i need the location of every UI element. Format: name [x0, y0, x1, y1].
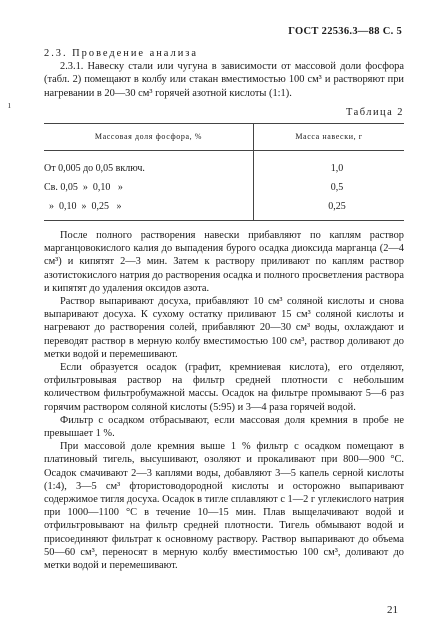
table-cell-mass: 0,5: [330, 181, 344, 193]
paragraph: Раствор выпаривают досуха, прибавляют 10 см³ соляной кислоты и снова выпаривают досуха. К сухому остатку приливают 15 см³ соляной кислоты и нагревают до растворения солей, прибавляют 20—30 см³ воды, охлаждают и переводят раствор в мерную колбу вместимостью 100 см³, раствор доливают до метки водой и перемешивают.: [44, 296, 404, 360]
table-cell-range: » 0,10 » 0,25 »: [44, 197, 254, 221]
table-cell-mass: 0,25: [254, 197, 405, 221]
paragraph: При массовой доле кремния выше 1 % фильтр с осадком помещают в платиновый тигель, высушивают, озоляют и прокаливают при 800—900 °С. Осадок смачивают 2—3 каплями воды, добавляют 3—5 капель серной кислоты (1:4), 3—5 см³ фтористоводородной кислоты и осторожно выпаривают содержимое тигля досуха. Осадок в тигле сплавляют с 1—2 г углекислого натрия при 1000—1100 °С в течение 10—15 мин. Плав выщелачивают водой и отфильтровывают на фильтр средней плотности. Тигель обмывают водой и присоединяют фильтрат к основному раствору. Раствор выпаривают до объема 50—60 см³, переносят в мерную колбу вместимостью 100 см³, доливают до метки водой и перемешивают.: [44, 441, 404, 572]
table-header-cell: Масса навески, г: [254, 124, 405, 151]
table-row: [44, 178, 404, 197]
document-body: [44, 47, 404, 572]
table-caption: Таблица 2: [346, 106, 404, 118]
table-header-cell: Массовая доля фосфора, %: [44, 124, 254, 151]
table-cell-range: Св. 0,05 » 0,10 »: [44, 178, 254, 197]
paragraph: После полного растворения навески прибавляют по каплям раствор марганцовокислого калия до выпадения бурого осадка диоксида марганца (2—4 см³) и кипятят 2—3 мин. Затем к раствору приливают по каплям раствор азотистокислого натрия до растворения осадка и полного просветления раствора и кипятят до удаления оксидов азота.: [44, 230, 404, 294]
page-number: 21: [387, 604, 398, 616]
margin-mark: ı: [8, 100, 11, 111]
section-title: 2.3. Проведение анализа: [44, 48, 198, 59]
table-cell-range: От 0,005 до 0,05 включ.: [44, 151, 254, 179]
paragraph: Если образуется осадок (графит, кремниевая кислота), его отделяют, отфильтровывая раствор на фильтр средней плотности с небольшим количеством фильтробумажной массы. Осадок на фильтре промывают 5—6 раз горячим раствором соляной кислоты (5:95) и 3—4 раза горячей водой.: [44, 362, 404, 413]
table-header-row: [44, 124, 404, 151]
paragraph: Фильтр с осадком отбрасывают, если массовая доля кремния в пробе не превышает 1 %.: [44, 414, 404, 440]
paragraph: 2.3.1. Навеску стали или чугуна в зависимости от массовой доли фосфора (табл. 2) помещают в колбу или стакан вместимостью 100 см³ и растворяют при нагревании в 20—30 см³ горячей азотной кислоты (1:1).: [44, 61, 404, 99]
page-header: ГОСТ 22536.3—88 С. 5: [288, 26, 402, 37]
table-cell-mass: 1,0: [330, 162, 344, 174]
table-row: [44, 151, 404, 179]
table-row: [44, 197, 404, 221]
phosphorus-table: [44, 123, 404, 221]
